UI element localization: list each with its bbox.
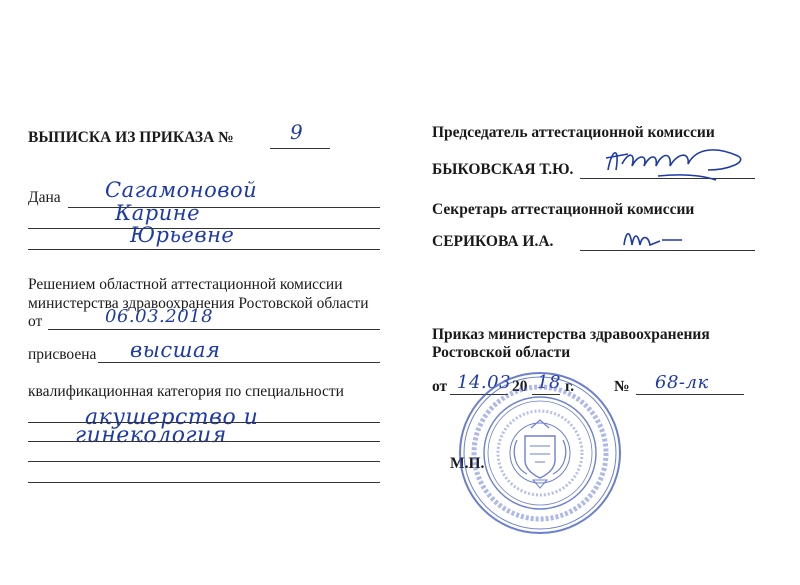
category-value: высшая bbox=[130, 338, 221, 362]
assigned-label: присвоена bbox=[28, 346, 97, 363]
secretary-name: СЕРИКОВА И.А. bbox=[432, 233, 554, 250]
recipient-line-3 bbox=[28, 249, 380, 250]
specialty-underline-3 bbox=[28, 461, 380, 462]
issued-label: Дана bbox=[28, 189, 61, 206]
chairman-label: Председатель аттестационной комиссии bbox=[432, 124, 715, 141]
official-seal bbox=[455, 368, 625, 538]
chairman-name: БЫКОВСКАЯ Т.Ю. bbox=[432, 161, 574, 178]
order-year-prefix: 20 bbox=[512, 378, 528, 395]
ministry-order-number: 68-лк bbox=[655, 372, 709, 393]
category-line bbox=[98, 362, 380, 363]
order-date-day-month: 14.03 bbox=[457, 372, 512, 393]
extract-title: ВЫПИСКА ИЗ ПРИКАЗА № bbox=[28, 129, 234, 146]
order-number-handwritten: 9 bbox=[290, 120, 304, 144]
secretary-signature bbox=[620, 225, 700, 255]
stamp-label: М.П. bbox=[450, 455, 485, 472]
decision-from-label: от bbox=[28, 313, 43, 330]
decision-date: 06.03.2018 bbox=[105, 306, 214, 327]
specialty-line-1: акушерство и bbox=[85, 405, 259, 430]
specialty-underline-4 bbox=[28, 482, 380, 483]
order-year-unit: г. bbox=[565, 378, 575, 395]
recipient-surname: Сагамоновой bbox=[105, 178, 258, 202]
recipient-name: Карине bbox=[115, 201, 201, 225]
ministry-order-label-2: Ростовской области bbox=[432, 344, 571, 361]
category-label: квалификационная категория по специальности bbox=[28, 383, 344, 400]
decision-text-2: министерства здравоохранения Ростовской области bbox=[28, 295, 369, 312]
order-number-sign: № bbox=[614, 378, 630, 395]
chairman-signature bbox=[598, 140, 758, 190]
order-from-label: от bbox=[432, 378, 448, 395]
ministry-order-label-1: Приказ министерства здравоохранения bbox=[432, 326, 710, 343]
ministry-order-number-line bbox=[636, 394, 744, 395]
specialty-line-2: гинекология bbox=[75, 423, 227, 448]
order-number-line bbox=[270, 148, 330, 149]
decision-text-1: Решением областной аттестационной комиссии bbox=[28, 276, 343, 293]
decision-date-line bbox=[48, 329, 380, 330]
secretary-label: Секретарь аттестационной комиссии bbox=[432, 201, 695, 218]
recipient-patronymic: Юрьевне bbox=[130, 223, 235, 247]
order-year-suffix: 18 bbox=[537, 372, 561, 393]
specialty-underline-2 bbox=[28, 441, 380, 442]
